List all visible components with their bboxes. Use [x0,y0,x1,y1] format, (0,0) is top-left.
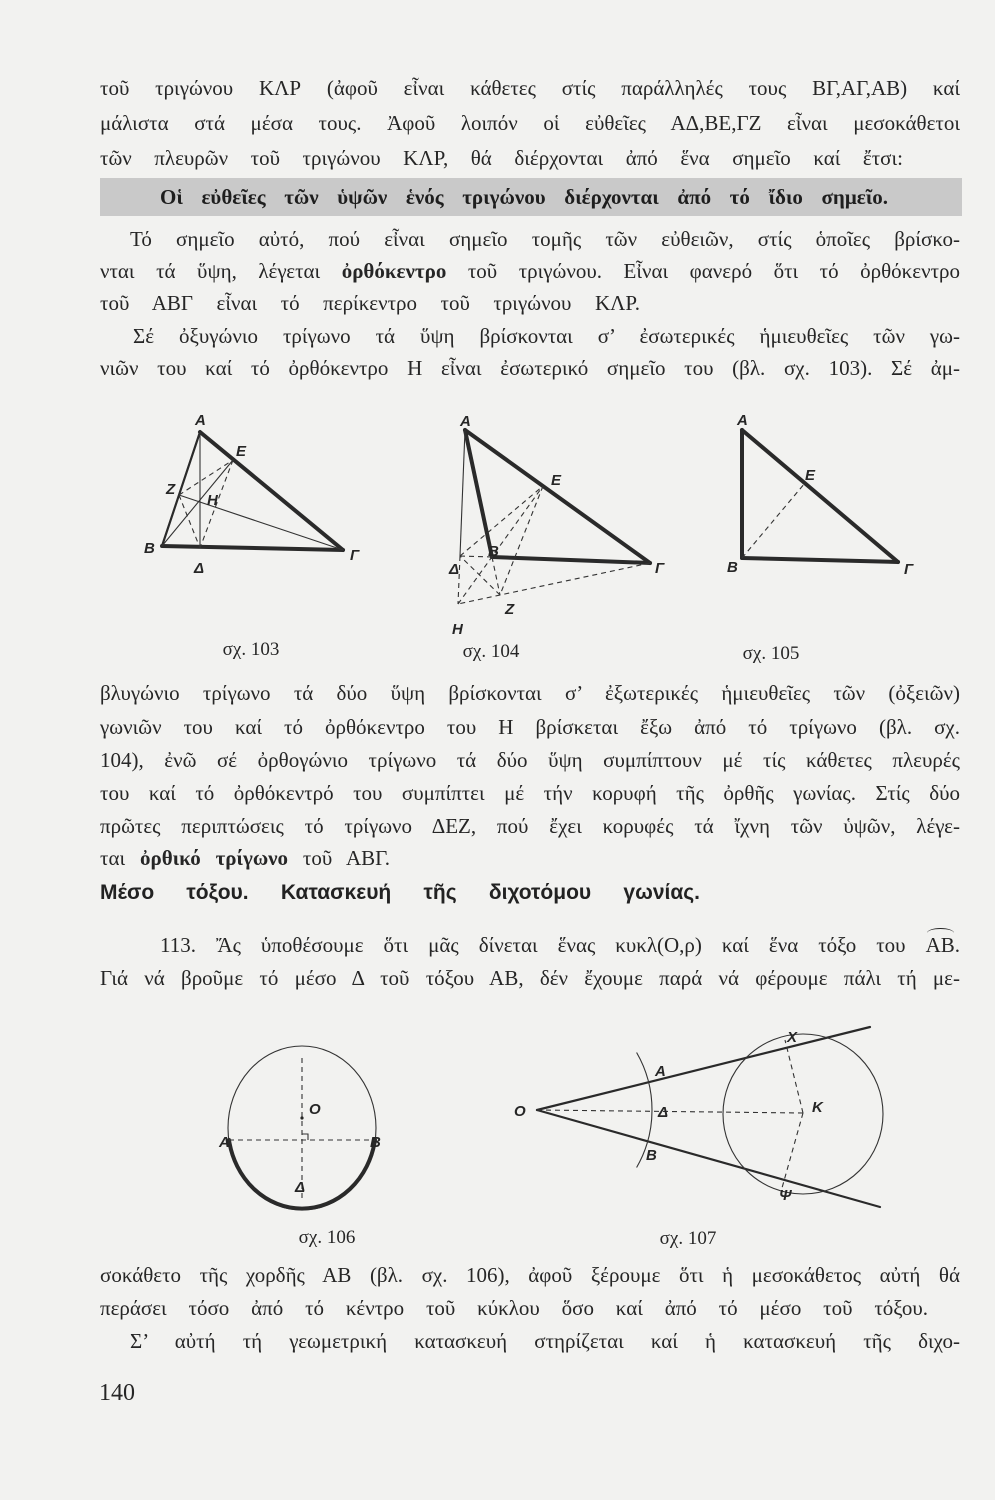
label-d: Δ [449,561,460,578]
figures-row-1 [0,400,995,670]
text-line: πρῶτες περιπτώσεις τό τρίγωνο ΔΕΖ, πού ἔχει κορυφές τά ἴχνη τῶν ὑψῶν, λέγε- [100,814,960,838]
label-g: Γ [904,561,914,578]
label-o: Ο [309,1101,321,1118]
altitude-he [458,486,543,604]
side-ag [742,430,898,562]
label-z: Ζ [505,601,515,618]
label-d: Δ [658,1104,669,1121]
orthic-ez [500,486,543,595]
text-line: Σ’ αὐτή τή γεωμετρική κατασκευή στηρίζεται καί ἡ κατασκευή τῆς διχο- [130,1329,960,1353]
label-g: Γ [655,560,665,577]
center-point [300,1116,303,1119]
page-number: 140 [99,1380,135,1406]
bold-term: ὀρθόκεντρο [341,259,447,283]
orthic-ze [179,460,233,495]
label-h: Η [452,621,463,638]
altitude-be [742,483,805,558]
side-extension-bz [492,557,500,595]
text-line: νιῶν του καί τό ὀρθόκεντρο Η εἶναι ἐσωτερικό σημεῖο του (βλ. σχ. 103). Σέ ἀμ- [100,356,960,380]
figure-104 [448,413,665,662]
altitude-be [162,460,233,546]
label-a: Α [195,412,206,429]
label-h: Η [207,492,218,509]
text-segment: 113. Ἄς ὑποθέσουμε ὅτι μᾶς δίνεται ἕνας κυκλ(Ο,ρ) καί ἕνα τόξο του [160,933,926,957]
text-line: τῶν πλευρῶν τοῦ τριγώνου ΚΛΡ, θά διέρχονται ἀπό ἕνα σημεῖο καί ἔτσι: [100,146,903,170]
figure-106 [218,1046,381,1248]
altitude-gz [179,495,343,550]
label-d: Δ [295,1179,306,1196]
text-line [100,256,960,286]
orthic-zd [460,556,500,595]
theorem-text: Οἱ εὐθεῖες τῶν ὑψῶν ἑνός τριγώνου διέρχονται ἀπό τό ἴδιο σημεῖο. [160,185,888,209]
figure-caption: σχ. 107 [659,1228,717,1249]
arc-ab-notation: ΑΒ [926,930,955,960]
bisector-line [537,1110,803,1113]
label-g: Γ [350,547,360,564]
label-b: Β [370,1134,381,1151]
label-b: Β [488,543,499,560]
figures-row-2 [0,1020,995,1250]
label-psi: Ψ [779,1187,792,1204]
altitude-ad [460,430,465,556]
figure-107 [514,1027,883,1249]
theorem-box [100,178,962,216]
text-line: τοῦ ΑΒΓ εἶναι τό περίκεντρο τοῦ τριγώνου ΚΛΡ. [100,291,640,315]
altitude-gh [458,563,650,604]
ray-opsi [537,1110,880,1207]
label-b: Β [144,540,155,557]
figure-caption: σχ. 106 [298,1227,356,1248]
label-e: Ε [551,472,562,489]
text-line: σοκάθετο τῆς χορδῆς ΑΒ (βλ. σχ. 106), ἀφοῦ ξέρουμε ὅτι ἡ μεσοκάθετος αὐτή θά [100,1263,960,1287]
label-e: Ε [236,443,247,460]
text-line: του καί τό ὀρθόκεντρό του συμπίπτει μέ τήν κορυφή τῆς ὀρθῆς γωνίας. Στίς δύο [100,781,960,805]
label-a: Α [460,413,471,430]
label-d: Δ [194,560,205,577]
text-line: Σέ ὀξυγώνιο τρίγωνο τά ὕψη βρίσκονται σ’ ἐσωτερικές ἡμιευθεῖες τῶν γω- [133,324,960,348]
text-line: βλυγώνιο τρίγωνο τά δύο ὕψη βρίσκονται σ’ ἐξωτερικές ἡμιευθεῖες τῶν (ὀξειῶν) [100,681,960,705]
text-line: Τό σημεῖο αὐτό, πού εἶναι σημεῖο τομῆς τῶν εὐθειῶν, στίς ὁποῖες βρίσκο- [130,227,960,251]
label-o: Ο [514,1103,526,1120]
side-ag [200,432,343,550]
ray-ox [537,1027,870,1110]
text-line: Γιά νά βροῦμε τό μέσο Δ τοῦ τόξου ΑΒ, δέν ἔχουμε παρά νά φέρουμε πάλι τή με- [100,966,960,990]
text-line [100,843,390,873]
side-bg [492,557,650,563]
figure-105 [727,412,914,664]
section-heading: Μέσο τόξου. Κατασκευή τῆς διχοτόμου γωνίας. [100,881,700,904]
text-segment: ται [100,846,140,870]
radius-kx [785,1040,803,1113]
label-b: Β [727,559,738,576]
text-segment: τοῦ τριγώνου. Εἶναι φανερό ὅτι τό ὀρθόκεντρο [446,259,960,283]
label-a: Α [737,412,748,429]
text-line: περάσει τόσο ἀπό τό κέντρο τοῦ κύκλου ὅσο καί ἀπό τό μέσο τοῦ τόξου. [100,1296,928,1320]
figure-caption: σχ. 105 [742,643,800,664]
label-k: Κ [812,1099,823,1116]
figure-103 [144,412,360,660]
text-segment: . [954,933,960,957]
text-line [160,930,960,960]
figure-caption: σχ. 104 [462,641,520,662]
label-b: Β [646,1147,657,1164]
text-line: 104), ἐνῶ σέ ὀρθογώνιο τρίγωνο τά δύο ὕψη συμπίπτουν μέ τίς κάθετες πλευρές [100,748,960,772]
text-segment: τοῦ ΑΒΓ. [288,846,390,870]
label-e: Ε [805,467,816,484]
orthic-de [460,486,543,556]
label-a: Α [219,1134,230,1151]
radius-kpsi [782,1113,803,1188]
text-line: τοῦ τριγώνου ΚΛΡ (ἀφοῦ εἶναι κάθετες στίς παράλληλές τους ΒΓ,ΑΓ,ΑΒ) καί [100,76,960,100]
side-ab [465,430,492,557]
side-bg [162,546,343,550]
label-x: Χ [787,1029,798,1046]
text-line: μάλιστα στά μέσα τους. Ἀφοῦ λοιπόν οἱ εὐθεῖες ΑΔ,ΒΕ,ΓΖ εἶναι μεσοκάθετοι [100,111,960,135]
text-line: γωνιῶν του καί τό ὀρθόκεντρο του Η βρίσκεται ἔξω ἀπό τό τρίγωνο (βλ. σχ. [100,715,960,739]
label-z: Ζ [166,481,176,498]
label-a: Α [655,1063,666,1080]
right-angle-mark [302,1134,308,1140]
text-segment: νται τά ὕψη, λέγεται [100,259,342,283]
side-bg [742,558,898,562]
figure-caption: σχ. 103 [222,639,280,660]
bold-term: ὀρθικό τρίγωνο [139,846,289,870]
